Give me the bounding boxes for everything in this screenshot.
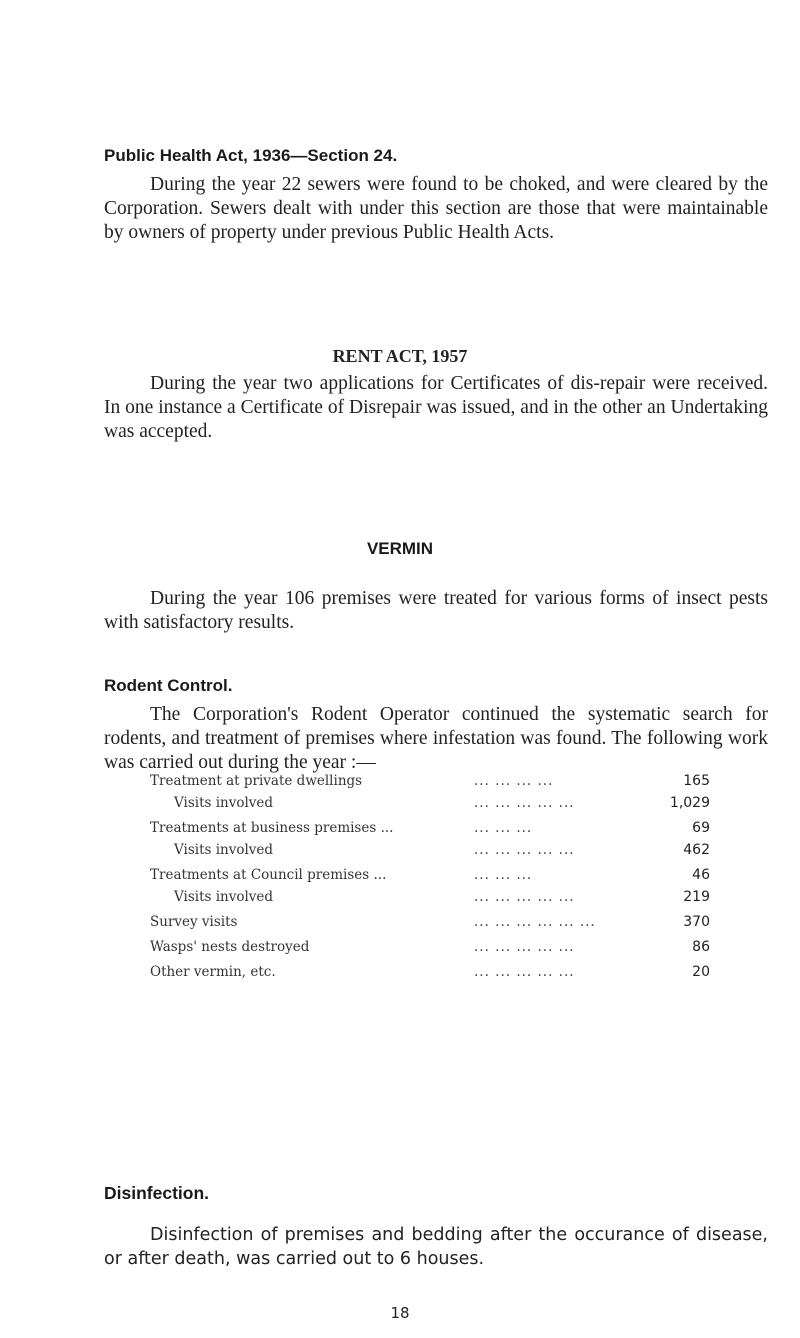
row-value: 20 xyxy=(692,964,710,980)
table-row xyxy=(150,770,710,792)
disinfection-paragraph: Disinfection of premises and bedding after the occurance of disease, or after death, was carried out to 6 houses. xyxy=(104,1225,768,1269)
row-value: 1,029 xyxy=(669,795,710,811)
row-label: Treatments at Council premises ... xyxy=(150,867,387,883)
rodent-control-paragraph: The Corporation's Rodent Operator continued the systematic search for rodents, and treatment of premises where infestation was found. The following work was carried out during the year :— xyxy=(104,704,768,773)
rent-act-paragraph: During the year two applications for Certificates of dis-repair were received. In one instance a Certificate of Disrepair was issued, and in the other an Undertaking was accepted. xyxy=(104,373,768,442)
leader-dots: ... ... ... ... ... xyxy=(474,964,575,980)
row-value: 462 xyxy=(683,842,710,858)
table-row xyxy=(150,958,710,983)
leader-dots: ... ... ... xyxy=(474,820,533,836)
leader-dots: ... ... ... ... xyxy=(474,773,554,789)
row-label: Wasps' nests destroyed xyxy=(150,939,310,955)
row-label: Visits involved xyxy=(174,842,274,858)
rodent-stats-table xyxy=(150,770,710,983)
row-label: Treatment at private dwellings xyxy=(150,773,363,789)
row-value: 219 xyxy=(683,889,710,905)
table-row xyxy=(150,814,710,839)
table-row xyxy=(150,861,710,886)
vermin-heading: VERMIN xyxy=(366,539,434,558)
leader-dots: ... ... ... ... ... xyxy=(474,842,575,858)
table-row xyxy=(150,908,710,933)
row-value: 46 xyxy=(692,867,710,883)
leader-dots: ... ... ... ... ... xyxy=(474,939,575,955)
row-label: Treatments at business premises ... xyxy=(150,820,394,836)
public-health-paragraph: During the year 22 sewers were found to be choked, and were cleared by the Corporation. Sewers dealt with under this section are those that were maintainable by owners of property under previous Public Health Acts. xyxy=(104,174,768,243)
row-label: Visits involved xyxy=(174,889,274,905)
table-row xyxy=(150,933,710,958)
page-number: 18 xyxy=(390,1304,410,1322)
rent-act-heading: RENT ACT, 1957 xyxy=(332,346,468,366)
row-value: 69 xyxy=(692,820,710,836)
row-value: 165 xyxy=(683,773,710,789)
leader-dots: ... ... ... ... ... ... xyxy=(474,914,596,930)
leader-dots: ... ... ... ... ... xyxy=(474,795,575,811)
table-row xyxy=(150,792,710,814)
public-health-heading: Public Health Act, 1936—Section 24. xyxy=(104,146,398,165)
disinfection-heading: Disinfection. xyxy=(104,1183,210,1203)
row-value: 86 xyxy=(692,939,710,955)
row-label: Visits involved xyxy=(174,795,274,811)
row-label: Other vermin, etc. xyxy=(150,964,276,980)
row-label: Survey visits xyxy=(150,914,238,930)
row-value: 370 xyxy=(683,914,710,930)
leader-dots: ... ... ... ... ... xyxy=(474,889,575,905)
leader-dots: ... ... ... xyxy=(474,867,533,883)
vermin-paragraph: During the year 106 premises were treated for various forms of insect pests with satisfactory results. xyxy=(104,588,768,633)
table-row xyxy=(150,886,710,908)
table-row xyxy=(150,839,710,861)
rodent-control-heading: Rodent Control. xyxy=(104,676,233,695)
